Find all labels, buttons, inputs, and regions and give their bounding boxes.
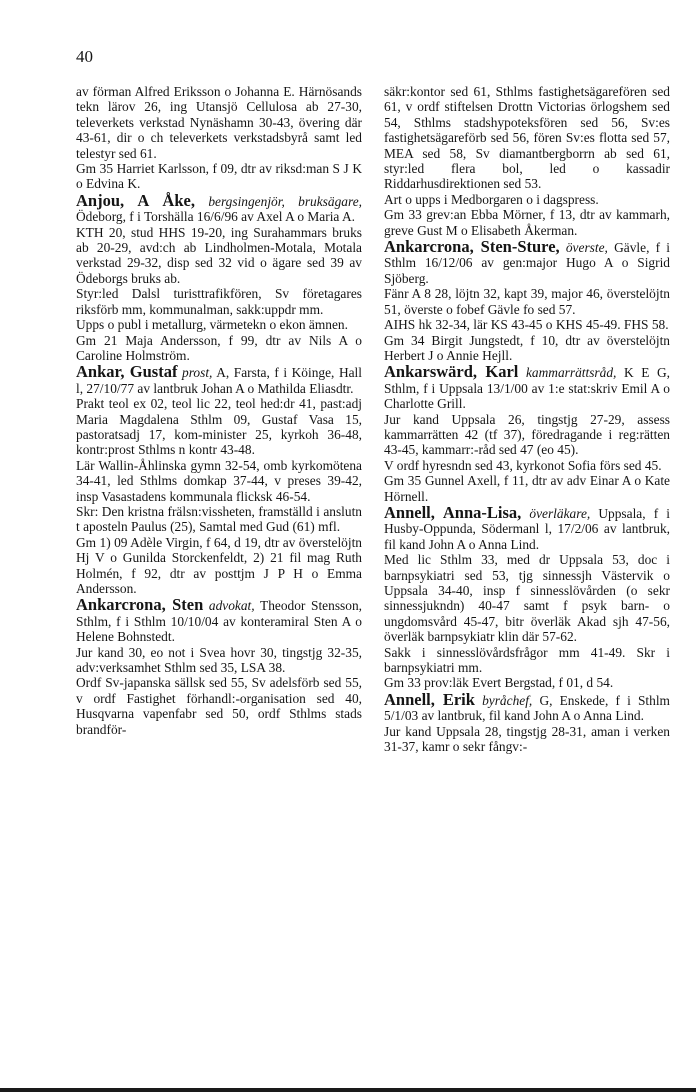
- entry-details: Gävle, f i Sthlm 16/12/06 av gen:major Hugo A o Sigrid Sjöberg.: [384, 240, 670, 286]
- entry-title: kammarrättsråd,: [525, 365, 617, 381]
- entry-paragraph: av förman Alfred Eriksson o Johanna E. Härnösands tekn lärov 26, ing Utansjö Cellulosa ab 27-30, televerkets verkstad Nynäshamn 30-43, övering där 43-61, dir o ch televerkets verkstadsbyrå samt led telestyr sed 61.: [76, 84, 362, 161]
- entry-details: Theodor Stensson, Sthlm, f i Sthlm 10/10/04 av konteramiral Sten A o Helene Bohnstedt.: [76, 598, 362, 645]
- page-number: 40: [76, 47, 93, 66]
- entry-paragraph: Art o upps i Medborgaren o i dagspress.: [384, 191, 599, 207]
- biography-entry: [76, 192, 362, 225]
- entry-details: A, Farsta, f i Köinge, Hall l, 27/10/77 av lantbruk Johan A o Mathilda Eliasdtr.: [76, 365, 362, 396]
- left-column: [76, 84, 362, 1074]
- entry-paragraph: Jur kand 30, eo not i Svea hovr 30, tingstjg 32-35, adv:verksamhet Sthlm sed 35, LSA 38.: [76, 644, 362, 676]
- entry-paragraph: Gm 1) 09 Adèle Virgin, f 64, d 19, dtr av överstelöjtn Hj V o Gunilda Storckenfeldt, 2) 21 fil mag Ruth Holmén, f 92, dtr av posttjm J P H o Emma Andersson.: [76, 534, 362, 596]
- entry-paragraph: Gm 21 Maja Andersson, f 99, dtr av Nils A o Caroline Holmström.: [76, 332, 362, 363]
- entry-title: advokat,: [208, 598, 255, 614]
- entry-details: Uppsala, f i Husby-Oppunda, Södermanl l, 17/2/06 av lantbruk, fil kand John A o Anna Lind.: [384, 505, 670, 552]
- entry-paragraph: Jur kand Uppsala 28, tingstjg 28-31, aman i verken 31-37, kamr o sekr fångv:-: [384, 723, 670, 755]
- entry-paragraph: V ordf hyresndn sed 43, kyrkonot Sofia förs sed 45.: [384, 457, 662, 473]
- entry-name: Ankarcrona, Sten: [76, 595, 204, 615]
- entry-paragraph: Lär Wallin-Åhlinska gymn 32-54, omb kyrkomötena 34-41, led Sthlms domkap 37-44, v preses 39-42, insp Vasastadens kommunala flicksk 46-54.: [76, 457, 362, 504]
- entry-name: Anjou, A Åke,: [76, 190, 195, 210]
- entry-name: Ankar, Gustaf: [76, 362, 178, 382]
- entry-paragraph: Upps o publ i metallurg, värmetekn o ekon ämnen.: [76, 317, 348, 333]
- entry-paragraph: Gm 34 Birgit Jungstedt, f 10, dtr av överstelöjtn Herbert J o Annie Hejll.: [384, 332, 670, 363]
- entry-paragraph: KTH 20, stud HHS 19-20, ing Surahammars bruks ab 20-29, avd:ch ab Lindholmen-Motala, Motala verkstad 29-32, disp sed 32 vid o ägare sed 39 av Ödeborgs bruks ab.: [76, 224, 362, 286]
- entry-paragraph: Gm 35 Harriet Karlsson, f 09, dtr av riksd:man S J K o Edvina K.: [76, 161, 362, 192]
- entry-details: K E G, Sthlm, f i Uppsala 13/1/00 av 1:e stat:skriv Emil A o Charlotte Grill.: [384, 365, 670, 412]
- entry-paragraph: Gm 33 prov:läk Evert Bergstad, f 01, d 54.: [384, 675, 614, 691]
- biography-entry: [76, 363, 362, 396]
- entry-details: Ödeborg, f i Torshälla 16/6/96 av Axel A o Maria A.: [76, 209, 355, 225]
- entry-title: överläkare,: [529, 505, 591, 521]
- biography-entry: [76, 596, 362, 644]
- bottom-border: [0, 1088, 696, 1092]
- entry-paragraph: Gm 35 Gunnel Axell, f 11, dtr av adv Einar A o Kate Hörnell.: [384, 473, 670, 504]
- biography-entry: [384, 363, 670, 411]
- entry-name: Annell, Anna-Lisa,: [384, 502, 522, 522]
- entry-name: Ankarswärd, Karl: [384, 362, 519, 382]
- biography-entry: [384, 691, 670, 724]
- entry-paragraph: Ordf Sv-japanska sällsk sed 55, Sv adelsförb sed 55, v ordf Fastighet förhandl:-organisation sed 40, Husqvarna vapenfabr sed 50, ordf Sthlms stads brandför-: [76, 675, 362, 737]
- entry-paragraph: Styr:led Dalsl turisttrafikfören, Sv företagares riksförb mm, kommunalman, sakk:uppdr mm.: [76, 286, 362, 317]
- entry-title: överste,: [565, 240, 608, 256]
- entry-paragraph: Skr: Den kristna frälsn:vissheten, framställd i anslutn t aposteln Paulus (25), Samtal med Gud (61) mfl.: [76, 503, 362, 535]
- entry-name: Annell, Erik: [384, 689, 475, 709]
- entry-title: byråchef,: [482, 692, 533, 708]
- entry-name: Ankarcrona, Sten-Sture,: [384, 237, 560, 257]
- entry-paragraph: Fänr A 8 28, löjtn 32, kapt 39, major 46, överstelöjtn 51, överste o fobef Gävle fo sed 57.: [384, 286, 670, 317]
- right-column: [384, 84, 670, 1074]
- entry-paragraph: Gm 33 grev:an Ebba Mörner, f 13, dtr av kammarh, greve Gust M o Elisabeth Åkerman.: [384, 207, 670, 238]
- entry-paragraph: AIHS hk 32-34, lär KS 43-45 o KHS 45-49. FHS 58.: [384, 317, 669, 333]
- entry-paragraph: Jur kand Uppsala 26, tingstjg 27-29, assess kammarrätten 42 (tf 37), föredragande i reg:rätten 43-45, kammarr:-råd sed 47 (eo 45).: [384, 411, 670, 458]
- entry-paragraph: Prakt teol ex 02, teol lic 22, teol hed:dr 41, past:adj Maria Magdalena Sthlm 09, Gustaf Vasa 15, pastoratsadj 17, kom-minister 25, kyrkoh 36-48, kontr:prost Sthlms n kontr 43-48.: [76, 396, 362, 458]
- biography-entry: [384, 504, 670, 552]
- text-columns: [76, 84, 670, 1074]
- entry-details: G, Enskede, f i Sthlm 5/1/03 av lantbruk, fil kand John A o Anna Lind.: [384, 692, 670, 724]
- entry-paragraph: säkr:kontor sed 61, Sthlms fastighetsägarefören sed 61, v ordf stiftelsen Drottn Victorias örlogshem sed 54, Sthlms stadshypoteksfören sed 56, Sv:es fastighetsägareförb sed 56, fören Sv:es flotta sed 57, MEA sed 58, Sv diamantbergborrn ab sed 61, styr:led flera bol, led o kassadir Riddarhusdirektionen sed 53.: [384, 84, 670, 192]
- entry-title: prost,: [182, 365, 213, 381]
- biography-entry: [384, 238, 670, 286]
- entry-title: bergsingenjör, bruksägare,: [208, 193, 362, 209]
- entry-paragraph: Med lic Sthlm 33, med dr Uppsala 53, doc i barnpsykiatri sed 53, tjg sinnessjh Västervik o Uppsala 34-40, insp f sinnesslövården (o sekr sinnessjukndn) 40-47 samt f psyk barn- o ungdomsvård 45-47, bitr överläk Akad sjh 47-56, överläk barnpsykiatr klin där 57-62.: [384, 552, 670, 645]
- entry-paragraph: Sakk i sinnesslövårdsfrågor mm 41-49. Skr i barnpsykiatri mm.: [384, 644, 670, 676]
